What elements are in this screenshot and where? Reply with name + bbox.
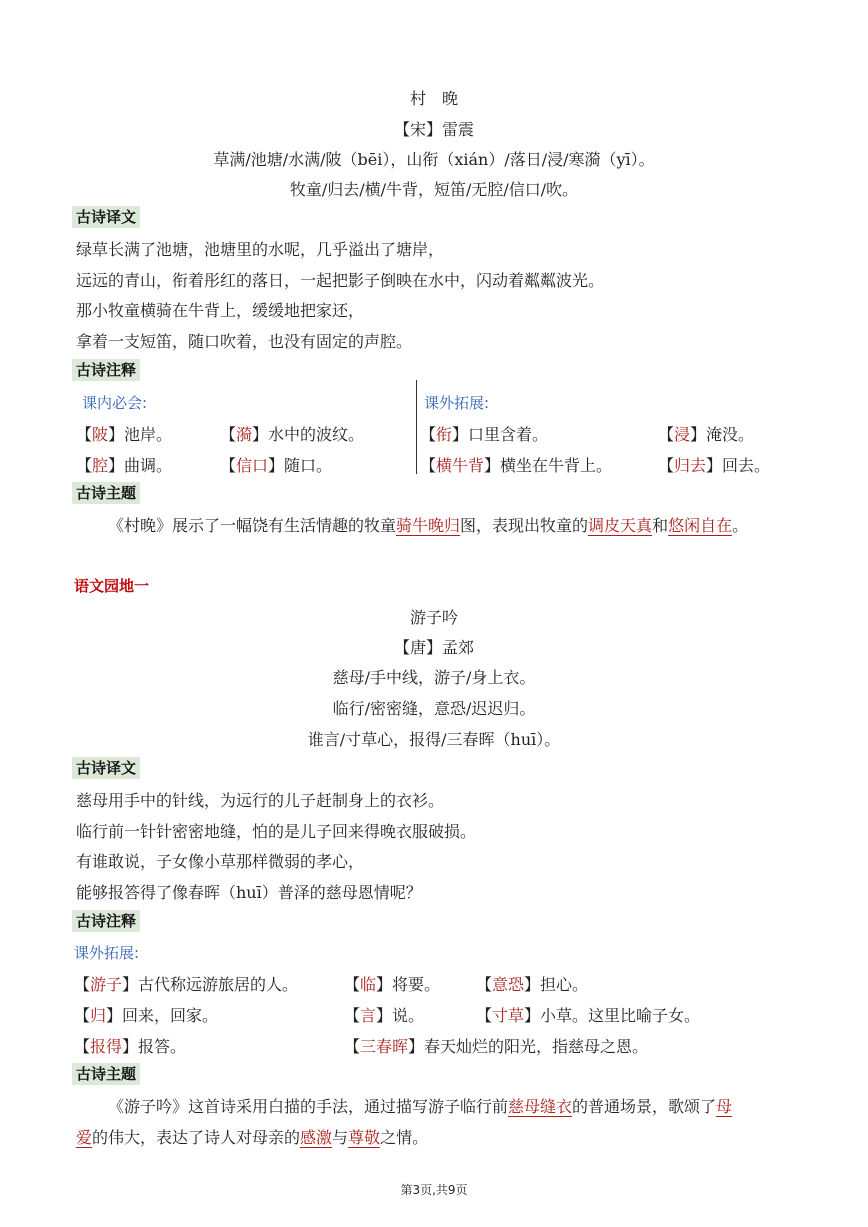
poem2-translation-2: 临行前一针针密密地缝，怕的是儿子回来得晚衣服破损。 — [76, 822, 477, 841]
poem2-translation-4: 能够报答得了像春晖（huī）普泽的慈母恩情呢？ — [76, 883, 422, 902]
poem2-title: 游子吟 — [409, 608, 458, 627]
poem2-author: 【唐】孟郊 — [393, 638, 474, 657]
poem1-author: 【宋】雷震 — [393, 120, 474, 139]
poem1-title: 村 晚 — [409, 89, 458, 108]
poem1-translation-3: 那小牧童横骑在牛背上，缓缓地把家还， — [76, 301, 365, 320]
note-item: 【陂】池岸。 — [76, 425, 173, 444]
poem2-line-1: 慈母/手中线，游子/身上衣。 — [332, 668, 536, 687]
poem1-notes-tag: 古诗注释 — [72, 359, 140, 381]
note-item: 【归】回来，回家。 — [74, 1006, 219, 1025]
poem1-translation-1: 绿草长满了池塘，池塘里的水呢，几乎溢出了塘岸， — [76, 240, 445, 259]
poem2-translation-1: 慈母用手中的针线，为远行的儿子赶制身上的衣衫。 — [76, 791, 445, 810]
poem1-line-2: 牧童/归去/横/牛背，短笛/无腔/信口/吹。 — [289, 180, 579, 199]
poem2-translation-tag: 古诗译文 — [72, 757, 140, 779]
poem1-theme-tag: 古诗主题 — [72, 482, 140, 504]
poem2-line-2: 临行/密密缝，意恐/迟迟归。 — [332, 699, 536, 718]
note-item: 【三春晖】春天灿烂的阳光，指慈母之恩。 — [344, 1037, 649, 1056]
note-item: 【衔】口里含着。 — [420, 425, 549, 444]
note-item: 【浸】淹没。 — [658, 425, 755, 444]
note-item: 【漪】水中的波纹。 — [220, 425, 365, 444]
note-item: 【归去】回去。 — [658, 456, 771, 475]
extra-label: 课外拓展: — [424, 394, 490, 412]
page-footer: 第3页,共9页 — [400, 1183, 468, 1197]
note-item: 【信口】随口。 — [220, 456, 333, 475]
poem1-translation-tag: 古诗译文 — [72, 206, 140, 228]
note-item: 【意恐】担心。 — [476, 975, 589, 994]
in-class-label: 课内必会: — [82, 394, 148, 412]
poem2-translation-3: 有谁敢说，子女像小草那样微弱的孝心， — [76, 852, 365, 871]
poem2-theme-tag: 古诗主题 — [72, 1063, 140, 1085]
poem1-line-1: 草满/池塘/水满/陂（bēi），山衔（xián）/落日/浸/寒漪（yī）。 — [213, 150, 655, 169]
note-item: 【言】说。 — [344, 1006, 425, 1025]
poem2-notes-tag: 古诗注释 — [72, 910, 140, 932]
poem2-theme-line-1: 《游子吟》这首诗采用白描的手法，通过描写游子临行前慈母缝衣的普通场景，歌颂了母 — [108, 1097, 733, 1116]
note-item: 【寸草】小草。这里比喻子女。 — [476, 1006, 701, 1025]
poem2-line-3: 谁言/寸草心，报得/三春晖（huī）。 — [307, 730, 561, 749]
note-item: 【临】将要。 — [344, 975, 441, 994]
note-item: 【游子】古代称远游旅居的人。 — [74, 975, 299, 994]
note-item: 【横牛背】横坐在牛背上。 — [420, 456, 613, 475]
notes-divider — [416, 380, 417, 474]
note-item: 【腔】曲调。 — [76, 456, 173, 475]
poem2-theme-line-2: 爱的伟大，表达了诗人对母亲的感激与尊敬之情。 — [76, 1128, 429, 1147]
poem1-translation-2: 远远的青山，衔着彤红的落日，一起把影子倒映在水中，闪动着粼粼波光。 — [76, 271, 605, 290]
note-item: 【报得】报答。 — [74, 1037, 187, 1056]
section-heading: 语文园地一 — [74, 577, 150, 595]
poem1-theme: 《村晚》展示了一幅饶有生活情趣的牧童骑牛晚归图，表现出牧童的调皮天真和悠闲自在。 — [108, 516, 749, 535]
poem2-extra-label: 课外拓展: — [74, 944, 140, 962]
poem1-translation-4: 拿着一支短笛，随口吹着，也没有固定的声腔。 — [76, 332, 413, 351]
